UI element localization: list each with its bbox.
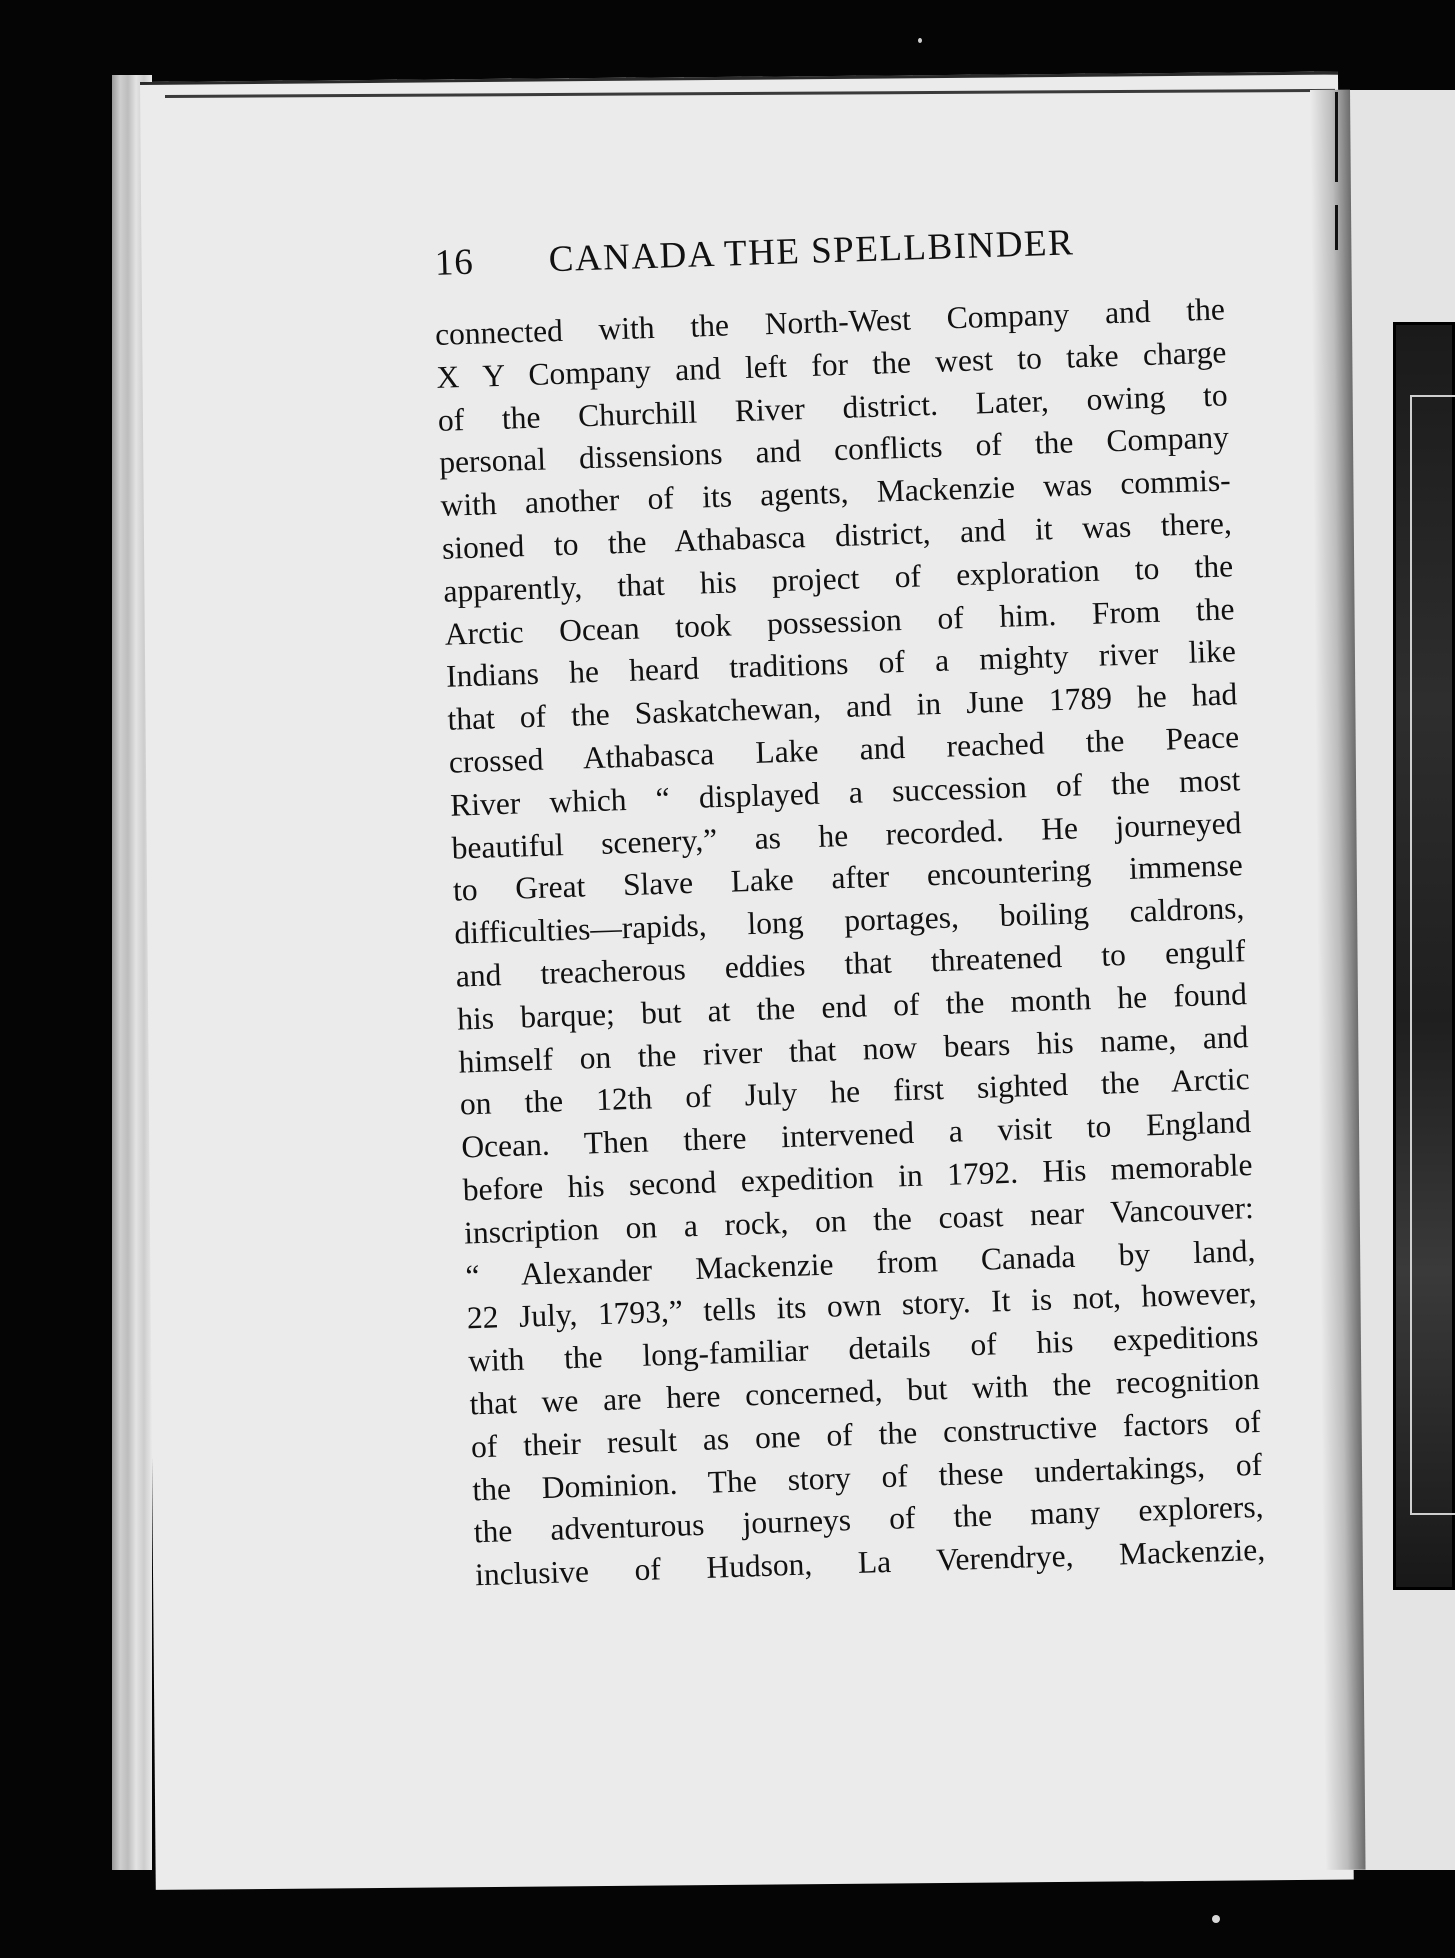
text-line: inclusive of Hudson, La Verendrye, Mackenzie, [474,1531,1266,1593]
text-line: on the 12th of July he first sighted the Arctic [459,1061,1251,1122]
text-line: the Dominion. The story of these undertakings, of [471,1446,1263,1507]
gutter-mark [1335,92,1338,182]
text-line: personal dissensions and conflicts of the Company [438,419,1230,481]
text-line: with the long-familiar details of his expeditions [467,1318,1259,1379]
text-line: crossed Athabasca Lake and reached the Peace [448,719,1240,780]
text-line: X Y Company and left for the west to take charge [435,334,1227,395]
text-line: difficulties—rapids, long portages, boiling caldrons, [453,890,1245,951]
scan-speck [918,38,922,43]
gutter-mark [1335,205,1338,250]
text-line: that we are here concerned, but with the recognition [469,1360,1260,1422]
text-line: Indians he heard traditions of a mighty river like [445,633,1237,695]
text-line: 22 July, 1793,” tells its own story. It is not, however, [466,1275,1258,1336]
text-line: of their result as one of the constructive factors of [470,1403,1262,1465]
text-line: himself on the river that now bears his name, and [458,1018,1249,1080]
text-line: beautiful scenery,” as he recorded. He journeyed [451,804,1242,866]
plate-border [1410,395,1455,1515]
scan-speck [1212,1915,1220,1923]
text-line: “ Alexander Mackenzie from Canada by land, [464,1232,1256,1293]
facing-page-plate-image [1393,322,1455,1590]
text-line: his barque; but at the end of the month he found [456,975,1248,1037]
running-head-title: CANADA THE SPELLBINDER [548,222,1075,281]
text-line: to Great Slave Lake after encountering immense [452,847,1244,909]
text-line: connected with the North-West Company and the [434,291,1226,352]
page-number: 16 [434,241,475,284]
text-line: Arctic Ocean took possession of him. From the [444,590,1235,652]
text-line: and treacherous eddies that threatened to engulf [455,933,1246,994]
text-line: inscription on a rock, on the coast near Vancouver: [463,1189,1255,1251]
text-line: Ocean. Then there intervened a visit to England [460,1104,1252,1165]
text-line: River which “ displayed a succession of the most [449,761,1241,823]
text-line: apparently, that his project of exploration to the [442,548,1234,609]
body-text [434,288,1265,1597]
text-line: with another of its agents, Mackenzie was commis- [440,462,1231,524]
text-line: the adventurous journeys of the many explorers, [473,1489,1264,1550]
text-line: before his second expedition in 1792. His memorable [462,1146,1253,1208]
page-text-block [432,212,1265,1597]
text-line: that of the Saskatchewan, and in June 1789 he had [446,676,1238,737]
text-line: of the Churchill River district. Later, owing to [437,377,1229,438]
text-line: sioned to the Athabasca district, and it was there, [441,505,1233,566]
